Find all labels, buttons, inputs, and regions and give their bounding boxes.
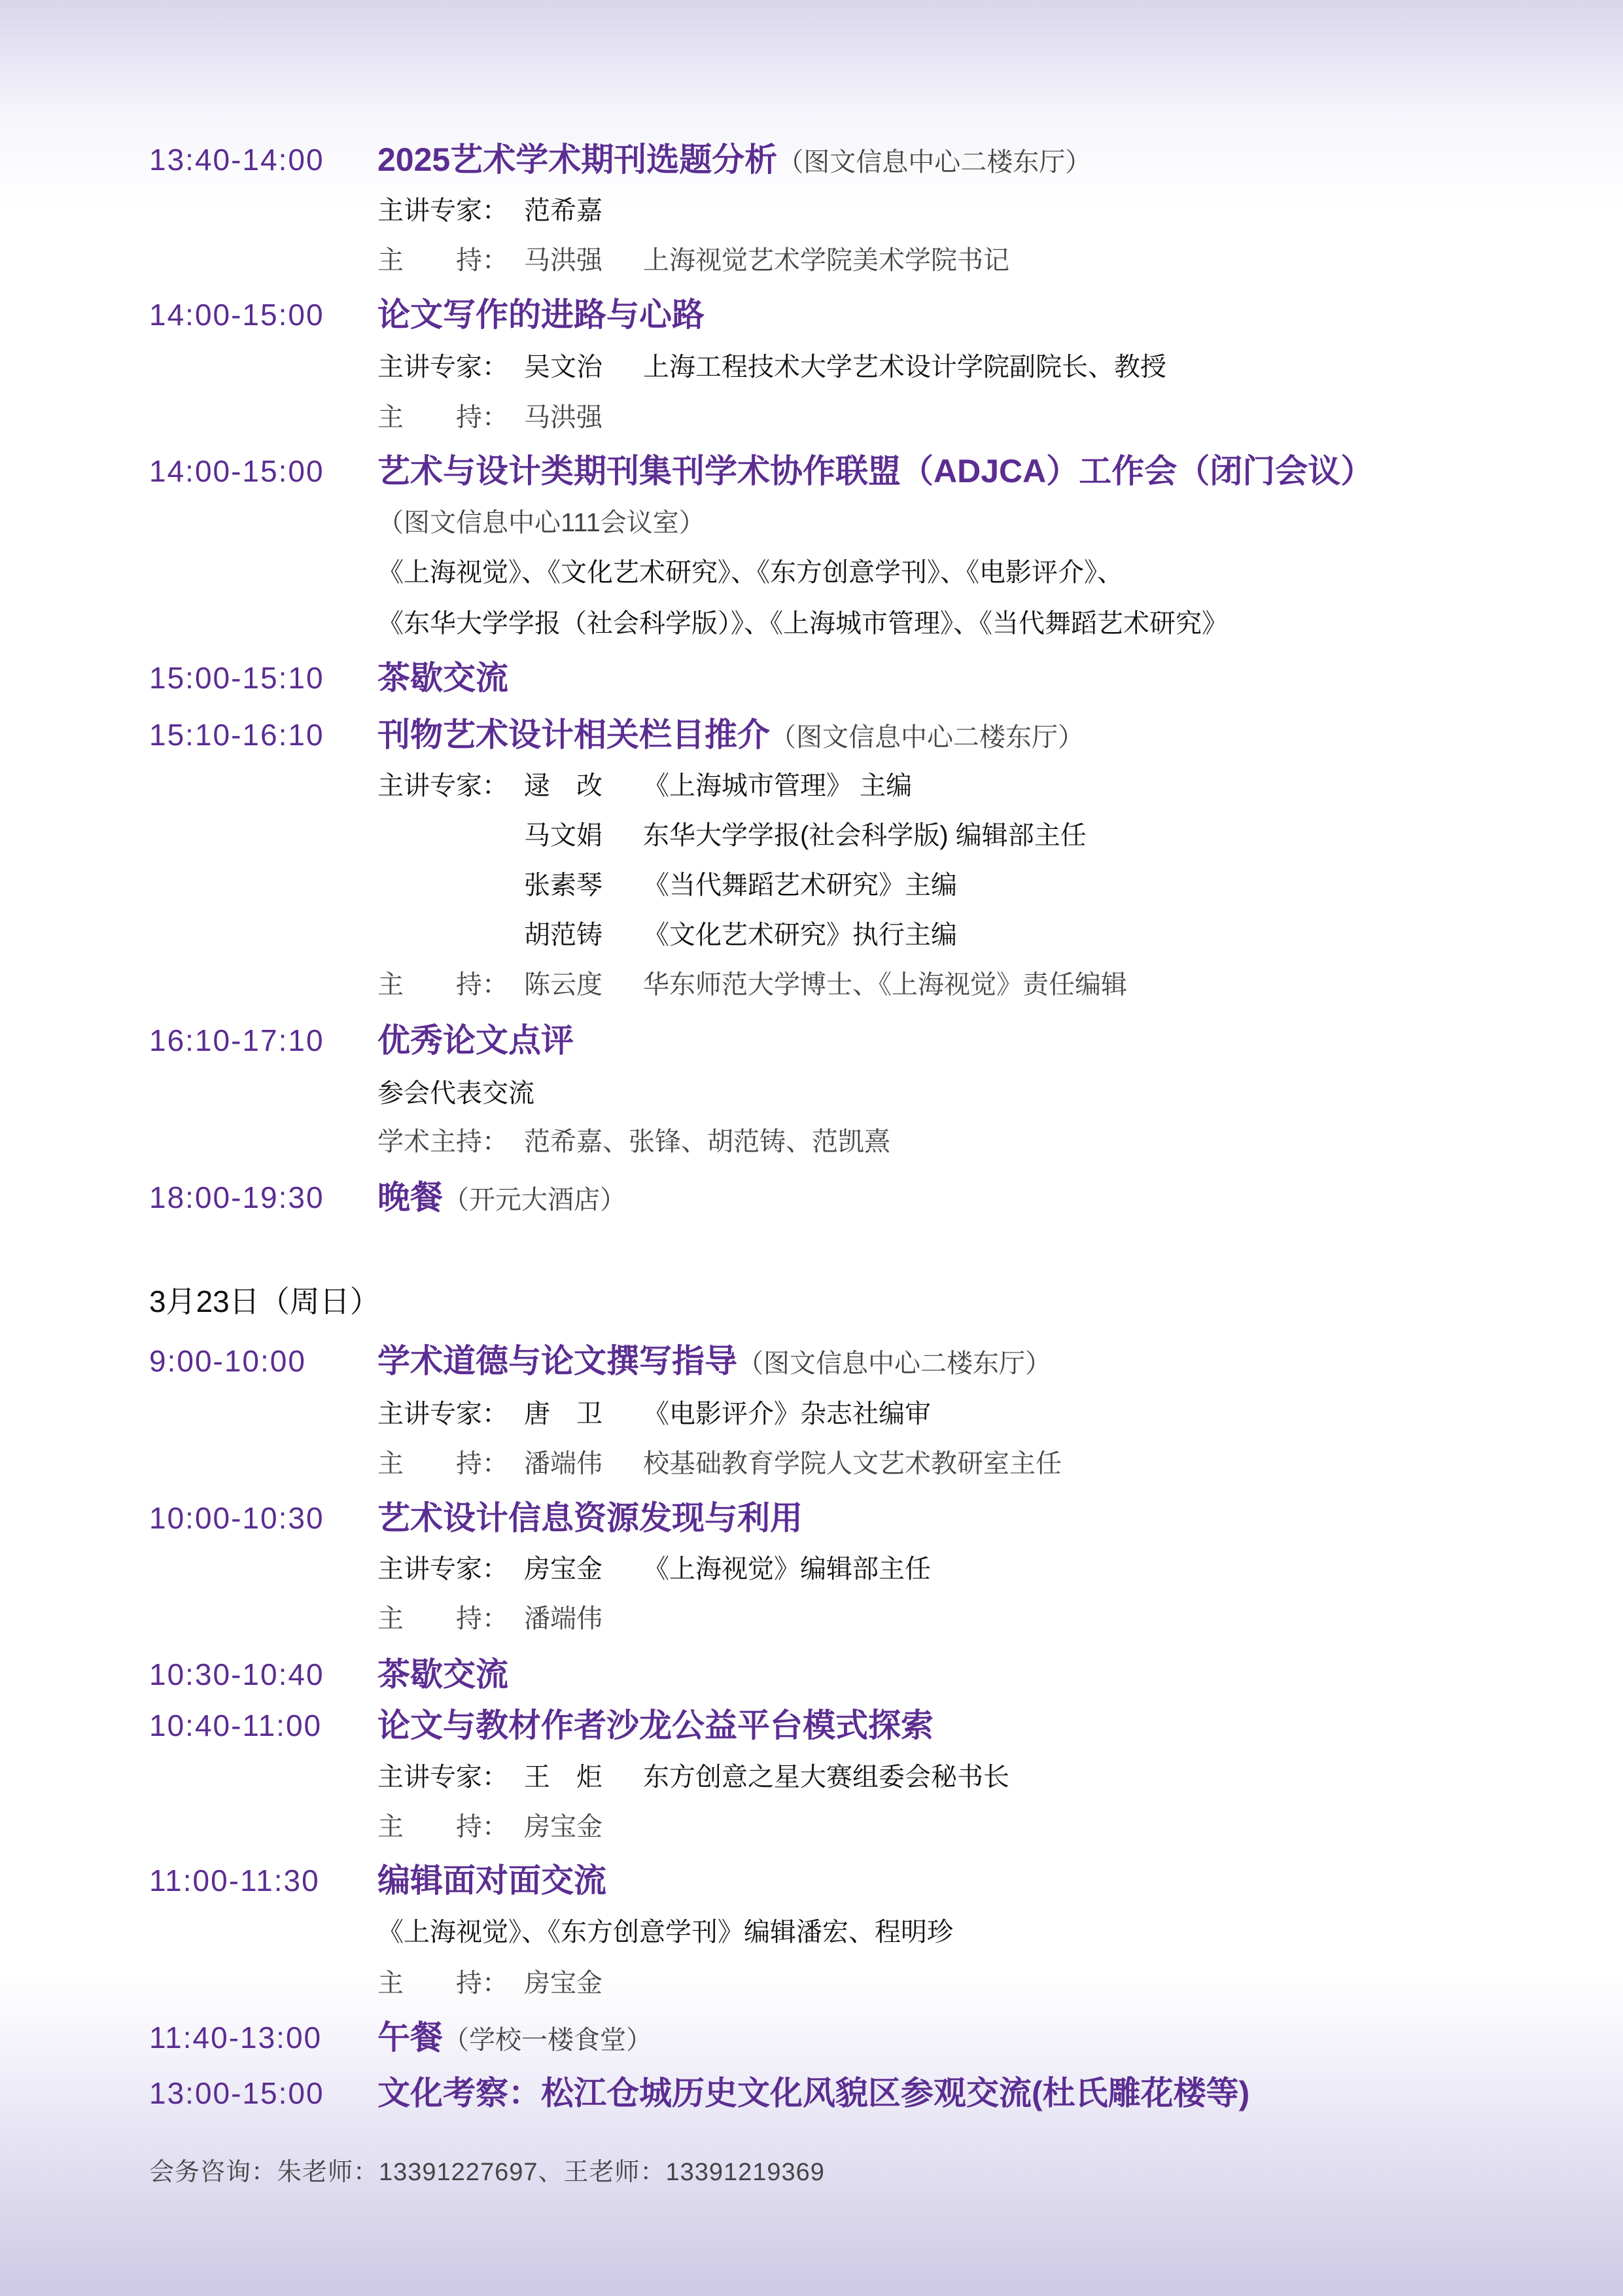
session-row <box>0 715 1623 754</box>
session-time: 11:00-11:30 <box>149 1863 320 1898</box>
person-name: 房宝金 <box>524 1812 602 1841</box>
session-title: 论文与教材作者沙龙公益平台模式探索 <box>377 1707 934 1744</box>
host-line <box>377 404 643 431</box>
person-name: 马洪强 <box>524 246 602 275</box>
person-name: 张素琴 <box>524 871 602 900</box>
person-name: 陈云度 <box>524 970 602 999</box>
session-detail-row <box>0 1122 1623 1161</box>
session-time: 10:30-10:40 <box>149 1657 324 1691</box>
host-line <box>377 247 1009 274</box>
session-row <box>0 451 1623 491</box>
role-label <box>377 872 524 898</box>
day-heading: 3月23日（周日） <box>149 1284 380 1318</box>
session-title <box>377 1181 626 1214</box>
session-detail-row <box>0 1549 1623 1589</box>
role-label: 主讲专家： <box>377 1400 508 1428</box>
role-label: 主 持： <box>377 1604 508 1633</box>
session-row <box>0 2074 1623 2113</box>
host-line <box>377 1970 643 1996</box>
detail-text-value: 《上海视觉》、《文化艺术研究》、《东方创意学刊》、《电影评介》、 <box>377 558 1123 587</box>
session-row <box>0 1498 1623 1538</box>
host-line <box>377 1129 890 1155</box>
session-row <box>0 1021 1623 1060</box>
session-location: （学校一楼食堂） <box>443 2026 652 2055</box>
person-name: 吴文治 <box>524 353 602 381</box>
session-row <box>0 2018 1623 2057</box>
speaker-line <box>377 1764 1009 1790</box>
session-detail-row <box>0 398 1623 437</box>
session-location: （图文信息中心二楼东厅） <box>737 1349 1051 1378</box>
person-affiliation: 华东师范大学博士、《上海视觉》责任编辑 <box>643 970 1127 999</box>
session-title-text: 学术道德与论文撰写指导 <box>377 1343 737 1379</box>
session-title: 编辑面对面交流 <box>377 1862 606 1899</box>
role-label: 学术主持： <box>377 1127 508 1156</box>
session-title <box>377 2021 652 2054</box>
session-detail-row <box>0 503 1623 542</box>
session-detail-row <box>0 866 1623 905</box>
role-label: 主 持： <box>377 246 508 275</box>
session-location: （图文信息中心二楼东厅） <box>770 723 1084 752</box>
session-time: 10:00-10:30 <box>149 1501 324 1535</box>
session-title-text: 午餐 <box>377 2019 443 2056</box>
person-affiliation: 东华大学学报(社会科学版) 编辑部主任 <box>643 821 1087 850</box>
session-detail-row <box>0 347 1623 387</box>
person-affiliation: 上海视觉艺术学院美术学院书记 <box>643 246 1009 275</box>
session-title <box>377 718 1084 751</box>
role-label: 主讲专家： <box>377 353 508 381</box>
person-name: 胡范铸 <box>524 921 602 949</box>
host-line <box>377 1451 1062 1477</box>
session-time: 18:00-19:30 <box>149 1180 324 1214</box>
person-name: 马洪强 <box>524 403 602 432</box>
speaker-line <box>377 922 957 948</box>
session-detail-row <box>0 1964 1623 2003</box>
person-name: 马文娟 <box>524 821 602 850</box>
detail-text <box>377 610 1228 637</box>
session-time: 16:10-17:10 <box>149 1023 324 1057</box>
session-detail-row <box>0 1074 1623 1113</box>
speaker-line <box>377 354 1166 380</box>
session-detail-row <box>0 191 1623 230</box>
session-time: 15:00-15:10 <box>149 661 324 695</box>
host-line <box>377 972 1127 998</box>
person-name: 房宝金 <box>524 1555 602 1583</box>
session-title: 论文写作的进路与心路 <box>377 296 705 333</box>
detail-text-value: 参会代表交流 <box>377 1079 534 1108</box>
person-name: 范希嘉 <box>524 196 602 225</box>
role-label: 主 持： <box>377 970 508 999</box>
session-time: 13:40-14:00 <box>149 143 324 177</box>
session-detail-row <box>0 1807 1623 1846</box>
session-title <box>377 143 1091 176</box>
session-row <box>0 295 1623 334</box>
role-label: 主 持： <box>377 1449 508 1478</box>
detail-text-value: （图文信息中心111会议室） <box>377 508 705 537</box>
session-title: 优秀论文点评 <box>377 1022 574 1059</box>
person-affiliation: 《当代舞蹈艺术研究》主编 <box>643 871 957 900</box>
person-name: 逯 改 <box>524 771 602 800</box>
person-affiliation: 《上海城市管理》 主编 <box>643 771 913 800</box>
session-detail-row <box>0 1913 1623 1952</box>
session-row <box>0 1706 1623 1745</box>
role-label: 主 持： <box>377 1812 508 1841</box>
person-affiliation: 上海工程技术大学艺术设计学院副院长、教授 <box>643 353 1166 381</box>
detail-text-value: 《上海视觉》、《东方创意学刊》编辑潘宏、程明珍 <box>377 1918 953 1947</box>
session-detail-row <box>0 1444 1623 1483</box>
session-time: 13:00-15:00 <box>149 2076 324 2110</box>
session-title-text: 2025艺术学术期刊选题分析 <box>377 141 778 178</box>
person-affiliation: 东方创意之星大赛组委会秘书长 <box>643 1763 1009 1792</box>
session-row <box>0 1178 1623 1217</box>
session-title <box>377 1345 1051 1377</box>
session-detail-row <box>0 1394 1623 1434</box>
detail-text <box>377 1080 534 1106</box>
session-time: 11:40-13:00 <box>149 2021 323 2055</box>
session-location: （开元大酒店） <box>443 1186 626 1214</box>
session-title-text: 刊物艺术设计相关栏目推介 <box>377 716 770 753</box>
person-name: 房宝金 <box>524 1969 602 1998</box>
person-affiliation: 《文化艺术研究》执行主编 <box>643 921 957 949</box>
session-time: 10:40-11:00 <box>149 1708 323 1742</box>
role-label: 主讲专家： <box>377 1763 508 1792</box>
session-title: 文化考察：松江仓城历史文化风貌区参观交流(杜氏雕花楼等) <box>377 2075 1250 2111</box>
session-detail-row <box>0 604 1623 643</box>
session-title-text: 晚餐 <box>377 1179 443 1216</box>
session-detail-row <box>0 915 1623 955</box>
session-time: 14:00-15:00 <box>149 298 324 332</box>
speaker-line <box>377 773 912 799</box>
session-row <box>0 140 1623 179</box>
person-name: 唐 卫 <box>524 1400 602 1428</box>
person-name: 王 炬 <box>524 1763 602 1792</box>
role-label: 主讲专家： <box>377 196 508 225</box>
session-time: 14:00-15:00 <box>149 454 324 488</box>
person-name: 潘端伟 <box>524 1449 602 1478</box>
speaker-line <box>377 1556 931 1582</box>
role-label: 主 持： <box>377 1969 508 1998</box>
speaker-line <box>377 198 643 224</box>
session-title: 茶歇交流 <box>377 660 508 696</box>
person-name: 潘端伟 <box>524 1604 602 1633</box>
person-name: 范希嘉、张锋、胡范铸、范凯熹 <box>524 1127 890 1156</box>
session-location: （图文信息中心二楼东厅） <box>777 148 1092 177</box>
speaker-line <box>377 1401 931 1427</box>
session-row <box>0 1655 1623 1694</box>
person-affiliation: 《电影评介》杂志社编审 <box>643 1400 931 1428</box>
session-row <box>0 1861 1623 1900</box>
session-row <box>0 658 1623 698</box>
detail-text <box>377 559 1123 586</box>
person-affiliation: 《上海视觉》编辑部主任 <box>643 1555 931 1583</box>
contact-row <box>0 2153 1623 2192</box>
detail-text <box>377 1919 953 1945</box>
session-title: 艺术设计信息资源发现与利用 <box>377 1500 803 1536</box>
session-detail-row <box>0 1757 1623 1797</box>
role-label: 主讲专家： <box>377 1555 508 1583</box>
session-time: 15:10-16:10 <box>149 718 324 752</box>
session-title: 茶歇交流 <box>377 1656 508 1693</box>
role-label: 主 持： <box>377 403 508 432</box>
session-row <box>0 1341 1623 1381</box>
person-affiliation: 校基础教育学院人文艺术教研室主任 <box>643 1449 1062 1478</box>
session-detail-row <box>0 553 1623 592</box>
role-label: 主讲专家： <box>377 771 508 800</box>
session-detail-row <box>0 1599 1623 1638</box>
contact-info: 会务咨询：朱老师：13391227697、王老师：13391219369 <box>149 2159 825 2186</box>
role-label <box>377 822 524 849</box>
day-heading-row <box>0 1282 1623 1321</box>
session-detail-row <box>0 766 1623 805</box>
role-label <box>377 922 524 948</box>
host-line <box>377 510 705 536</box>
host-line <box>377 1606 643 1632</box>
session-title: 艺术与设计类期刊集刊学术协作联盟（ADJCA）工作会（闭门会议） <box>377 453 1374 489</box>
speaker-line <box>377 872 957 898</box>
session-time: 9:00-10:00 <box>149 1344 306 1378</box>
session-detail-row <box>0 965 1623 1004</box>
session-detail-row <box>0 816 1623 855</box>
speaker-line <box>377 822 1087 849</box>
detail-text-value: 《东华大学学报（社会科学版）》、《上海城市管理》、《当代舞蹈艺术研究》 <box>377 609 1228 638</box>
session-detail-row <box>0 241 1623 280</box>
host-line <box>377 1814 643 1840</box>
